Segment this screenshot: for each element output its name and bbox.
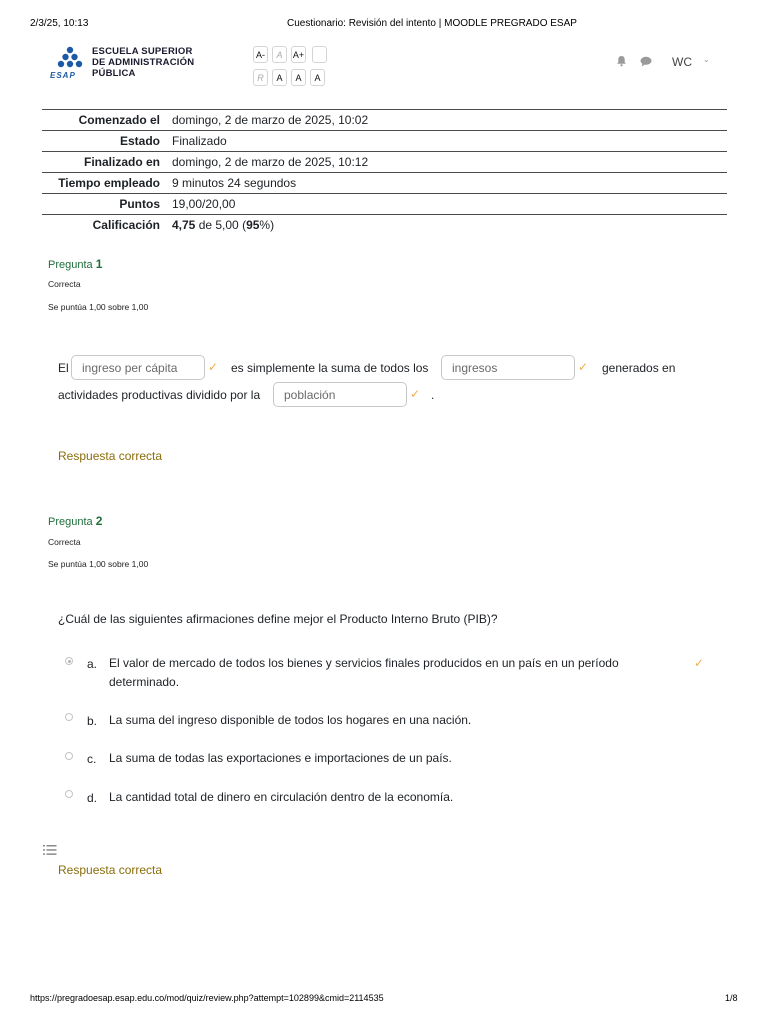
check-icon: ✓ [410, 387, 421, 401]
logo-line-3: PÚBLICA [92, 68, 136, 79]
summary-label: Comenzado el [42, 110, 166, 131]
summary-value: domingo, 2 de marzo de 2025, 10:02 [166, 110, 727, 131]
logo-mark-text: ESAP [50, 71, 76, 80]
question-1-status: Correcta [48, 279, 81, 289]
q2-option-a-line2: determinado. [109, 675, 180, 689]
grade-end: %) [259, 218, 275, 233]
q2-question-text: ¿Cuál de las siguientes afirmaciones define mejor el Producto Interno Bruto (PIB)? [58, 612, 498, 626]
q1-text-gen: generados en [602, 361, 676, 375]
q2-option-d-text: La cantidad total de dinero en circulación dentro de la economía. [109, 790, 454, 804]
question-number: 2 [95, 514, 103, 528]
q2-option-a-text [109, 654, 619, 692]
q1-text-mid: es simplemente la suma de todos los [231, 361, 429, 375]
question-number: 1 [95, 257, 103, 271]
q2-option-b-letter: b. [87, 714, 98, 728]
print-page-number: 1/8 [725, 993, 738, 1003]
font-reset-button[interactable]: A [272, 46, 287, 63]
question-2-points: Se puntúa 1,00 sobre 1,00 [48, 559, 149, 569]
q2-option-c-letter: c. [87, 752, 97, 766]
q2-option-a-line1: El valor de mercado de todos los bienes y servicios finales producidos en un país en un período [109, 656, 619, 670]
q2-option-b-text: La suma del ingreso disponible de todos los hogares en una nación. [109, 713, 472, 727]
q2-option-d-radio[interactable] [65, 790, 73, 798]
logo-text [92, 46, 194, 79]
chevron-down-icon[interactable]: ⌄ [703, 55, 710, 64]
q2-option-a-radio[interactable] [65, 657, 73, 665]
grade-value: 4,75 [172, 218, 196, 233]
print-datetime: 2/3/25, 10:13 [30, 18, 89, 29]
list-icon[interactable] [43, 843, 57, 861]
font-increase-button[interactable]: A+ [291, 46, 306, 63]
attempt-summary-table [42, 109, 727, 236]
q2-option-d-letter: d. [87, 791, 98, 805]
summary-value: 9 minutos 24 segundos [166, 173, 727, 194]
question-2-status: Correcta [48, 537, 81, 547]
q1-feedback: Respuesta correcta [58, 449, 163, 463]
logo-line-2: DE ADMINISTRACIÓN [92, 57, 195, 68]
question-1-label [48, 257, 102, 271]
question-label-text: Pregunta [48, 259, 93, 271]
q1-text-el: El [58, 361, 69, 375]
question-2-label [48, 514, 102, 528]
q1-text-line2: actividades productivas dividido por la [58, 388, 261, 402]
q1-answer-2-input[interactable]: ingresos [441, 355, 575, 380]
contrast-button-3[interactable]: A [310, 69, 325, 86]
summary-label: Estado [42, 131, 166, 152]
summary-row-state [42, 131, 727, 152]
grade-mid: de 5,00 ( [195, 218, 247, 233]
bell-icon[interactable] [616, 54, 627, 72]
q1-text-end: . [431, 388, 435, 402]
logo-line-1: ESCUELA SUPERIOR [92, 46, 193, 57]
check-icon: ✓ [578, 360, 589, 374]
font-blank-button[interactable] [312, 46, 327, 63]
summary-row-grade [42, 215, 727, 236]
q1-answer-1-input[interactable]: ingreso per cápita [71, 355, 205, 380]
q2-option-c-text: La suma de todas las exportaciones e importaciones de un país. [109, 751, 452, 765]
user-menu-initials[interactable]: WC [672, 55, 692, 69]
summary-value: 19,00/20,00 [166, 194, 727, 215]
question-1-points: Se puntúa 1,00 sobre 1,00 [48, 302, 149, 312]
chat-icon[interactable] [640, 54, 652, 72]
font-decrease-button[interactable]: A- [253, 46, 268, 63]
summary-row-started [42, 110, 727, 131]
summary-label: Tiempo empleado [42, 173, 166, 194]
summary-value: domingo, 2 de marzo de 2025, 10:12 [166, 152, 727, 173]
question-label-text: Pregunta [48, 516, 93, 528]
q1-answer-3-input[interactable]: población [273, 382, 407, 407]
summary-row-finished [42, 152, 727, 173]
q2-feedback: Respuesta correcta [58, 863, 163, 877]
summary-label: Puntos [42, 194, 166, 215]
contrast-button-1[interactable]: A [272, 69, 287, 86]
summary-row-time-taken [42, 173, 727, 194]
check-icon: ✓ [694, 656, 705, 670]
print-url: https://pregradoesap.esap.edu.co/mod/quiz/review.php?attempt=102899&cmid=2114535 [30, 993, 384, 1003]
summary-value: Finalizado [166, 131, 727, 152]
contrast-button-2[interactable]: A [291, 69, 306, 86]
print-page-title: Cuestionario: Revisión del intento | MOODLE PREGRADO ESAP [287, 18, 577, 29]
summary-row-points [42, 194, 727, 215]
contrast-reset-button[interactable]: R [253, 69, 268, 86]
summary-label: Finalizado en [42, 152, 166, 173]
q2-option-a-letter: a. [87, 657, 98, 671]
summary-label: Calificación [42, 215, 166, 236]
q2-option-b-radio[interactable] [65, 713, 73, 721]
check-icon: ✓ [208, 360, 219, 374]
summary-value [166, 215, 727, 236]
grade-percent: 95 [246, 218, 260, 233]
q2-option-c-radio[interactable] [65, 752, 73, 760]
